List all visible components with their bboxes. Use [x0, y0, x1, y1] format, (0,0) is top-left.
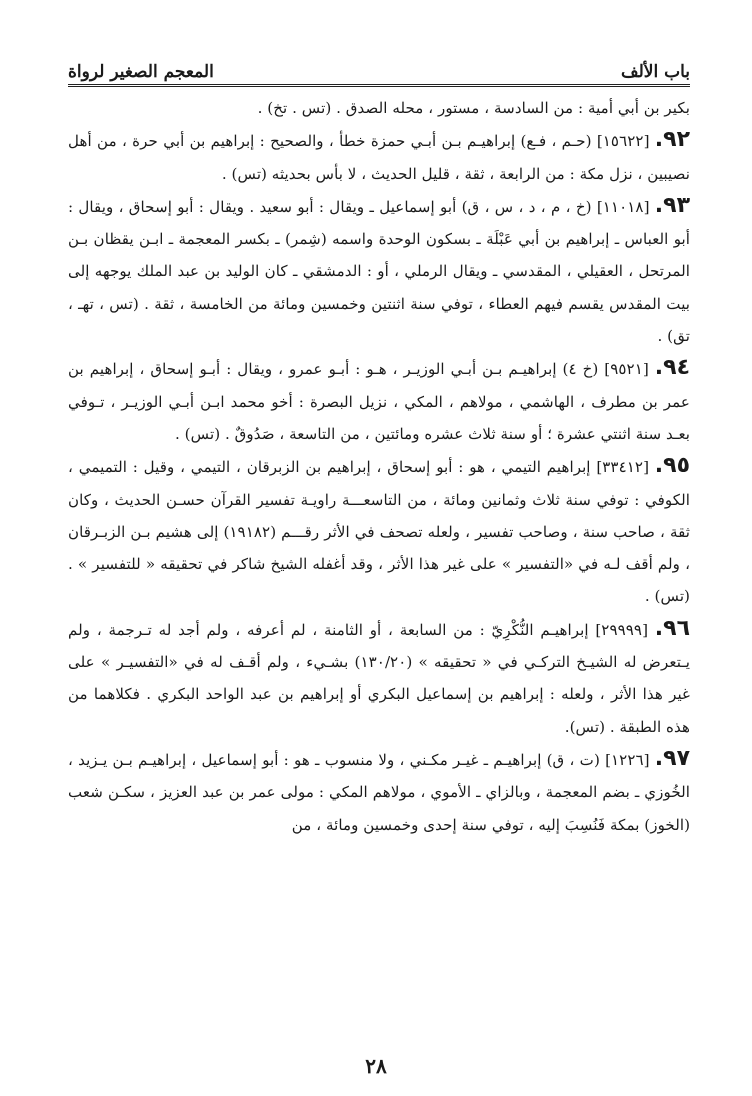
- entry-text: [١٢٢٦] (ت ، ق) إبراهيـم ـ غيـر مكـني ، ولا منسوب ـ هو : أبو إسماعيل ، إبراهيـم بـن يـزيد ، الخُوزي ـ بضم المعجمة ، وبالزاي ـ الأموي ، مولاهم المكي : مولى عمر بن عبد العزيز ، سكـن شعب (الخوز) بمكة فَنُسِبَ إليه ، توفي سنة إحدى وخمسين ومائة ، من: [68, 750, 690, 834]
- running-header: [68, 38, 690, 82]
- entry-text: [١٥٦٢٢] (حـم ، فـع) إبراهيـم بـن أبـي حمزة خطأ ، والصحيح : إبراهيم بن أبي حرة ، من أهل نصيبين ، نزل مكة : من الرابعة ، ثقة ، قليل الحديث ، لا بأس بحديثه (تس) .: [68, 132, 690, 183]
- book-title: المعجم الصغير لرواة: [68, 62, 214, 82]
- page-number: ٢٨: [365, 1054, 387, 1078]
- entry-number: ٩٤.: [654, 355, 691, 381]
- entry-number: ٩٣.: [654, 192, 690, 218]
- continuation-text: بكير بن أبي أمية : من السادسة ، مستور ، محله الصدق . (تس . تخ) .: [257, 99, 690, 117]
- entry-text: [٩٥٢١] (خ ٤) إبراهيـم بـن أبـي الوزيـر ، هـو : أبـو عمرو ، ويقال : أبـو إسحاق ، إبراهيم بن عمر بن مطرف ، الهاشمي ، مولاهم ، المكي ، نزيل البصرة : أخو محمد ابـن أبـي الوزيـر ، تـوفي بعـد سنة اثنتي عشرة ؛ أو سنة ثلاث عشره ومائتين ، من التاسعة ، صَدُوقٌ . (تس) .: [68, 360, 690, 443]
- entry-text: [١١٠١٨] (خ ، م ، د ، س ، ق) أبو إسماعيل ـ ويقال : أبو سعيد . ويقال : أبو إسحاق ، ويقال : أبو العباس ـ إبراهيم بن أبي عَبْلَة ـ بسكون الوحدة واسمه (شِمر) ـ بكسر المعجمة ـ ابـن يقظان بـن المرتحل ، العقيلي ، المقدسي ـ ويقال الرملي ، أو : الدمشقي ـ كان الوليد بن عبد الملك يوجهه إلى بيت المقدس يقسم فيهم العطاء ، توفي سنة اثنتين وخمسين ومائة من الخامسة ، ثقة . (تس ، تهـ ، تق) .: [68, 197, 690, 346]
- entry-number: ٩٧.: [654, 745, 690, 771]
- entry-number: ٩٥.: [654, 453, 691, 479]
- header-rule: [68, 84, 690, 87]
- page-body: [68, 92, 690, 841]
- entry-95: [68, 450, 690, 612]
- entry-93: [68, 190, 690, 352]
- entry-97: [68, 743, 690, 841]
- chapter-title: باب الألف: [620, 62, 690, 82]
- entry-text: [٣٣٤١٢] إبراهيم التيمي ، هو : أبو إسحاق ، إبراهيم بن الزبرقان ، التيمي ، وقيل : التميمي ، الكوفي : توفي سنة ثلاث وثمانين ومائة ، من التاسعـــة راويـة تفسير القرآن حسـن الحديث ، وكان ثقة ، صاحب سنة ، وصاحب تفسير ، ولعله تصحف في الأثر رقـــم (١٩١٨٢) إلى هشيم بـن الزبـرقان ، ولم أقف لـه في «التفسير » على غير هذا الأثر ، وقد أغفله الشيخ شاكر في تحقيقه « للتفسير » . (تس) .: [68, 458, 691, 606]
- entry-number: ٩٦.: [654, 615, 691, 641]
- entry-92: [68, 124, 690, 190]
- entry-text: [٢٩٩٩٩] إبراهيـم النُّكْرِيّ : من السابعة ، أو الثامنة ، لم أعرفه ، ولم أجد له تـرجمة ، ولم يـتعرض له الشيـخ التركـي في « تحقيقه » (١٣٠/٢٠) بشـيء ، ولم أقـف له في «التفسيـر » على غير هذا الأثر ، ولعله : إبراهيم بن إسماعيل البكري أو إبراهيم بن عبد الواحد البكري . فكلاهما من هذه الطبقة . (تس).: [68, 620, 690, 736]
- entry-94: [68, 352, 690, 450]
- entry-96: [68, 613, 690, 743]
- entry-number: ٩٢.: [654, 127, 691, 153]
